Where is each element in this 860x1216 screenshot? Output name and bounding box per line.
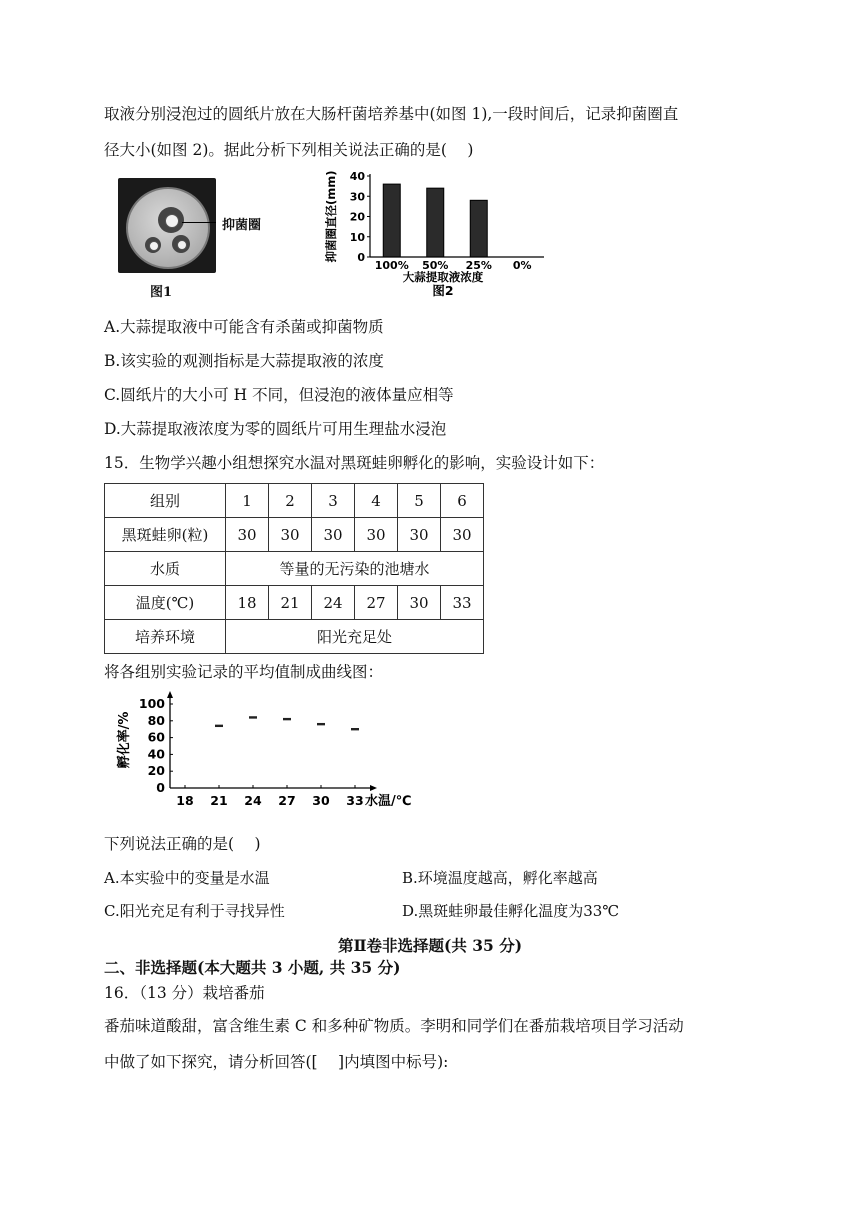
x-axis-label: 水温/℃ xyxy=(365,794,412,809)
y-tick-label: 40 xyxy=(349,170,365,183)
paper-disc xyxy=(177,240,187,250)
y-tick-label: 30 xyxy=(349,190,365,204)
table-row xyxy=(105,552,484,586)
fig2-caption: 图2 xyxy=(432,283,454,298)
x-tick-label: 18 xyxy=(176,793,194,808)
x-tick-label: 24 xyxy=(244,793,262,808)
x-tick-label: 27 xyxy=(278,793,296,808)
y-tick-label: 10 xyxy=(349,230,365,244)
y-tick-label: 20 xyxy=(349,210,365,224)
q14-stem-line2: 径大小(如图 2)。据此分析下列相关说法正确的是( ) xyxy=(104,141,474,159)
x-tick-label: 0% xyxy=(512,259,532,272)
q15-option-d: D.黑斑蛙卵最佳孵化温度为33℃ xyxy=(402,902,620,920)
table-cell: 30 xyxy=(398,518,441,552)
table-cell: 24 xyxy=(312,586,355,620)
figure-2-bar-chart xyxy=(322,168,552,303)
data-point xyxy=(249,716,257,718)
table-cell: 21 xyxy=(269,586,312,620)
table-cell: 4 xyxy=(355,484,398,518)
y-tick-label: 100 xyxy=(138,696,165,711)
q15-option-b: B.环境温度越高，孵化率越高 xyxy=(402,869,598,887)
q14-option-d: D.大蒜提取液浓度为零的圆纸片可用生理盐水浸泡 xyxy=(104,420,447,438)
q15-stem: 15．生物学兴趣小组想探究水温对黑斑蛙卵孵化的影响，实验设计如下： xyxy=(104,454,605,472)
row-label: 温度(℃) xyxy=(105,586,226,620)
table-cell: 5 xyxy=(398,484,441,518)
label-pointer xyxy=(182,222,216,223)
x-tick-label: 33 xyxy=(346,793,364,808)
y-tick-label: 40 xyxy=(147,746,165,762)
bar xyxy=(470,200,487,257)
bar xyxy=(383,184,400,257)
table-cell: 30 xyxy=(398,586,441,620)
table-cell: 30 xyxy=(269,518,312,552)
table-cell: 6 xyxy=(441,484,484,518)
table-merged-cell: 阳光充足处 xyxy=(226,620,484,654)
table-cell: 30 xyxy=(355,518,398,552)
fig1-caption: 图1 xyxy=(150,285,173,300)
q15-question: 下列说法正确的是( ) xyxy=(104,835,261,853)
x-axis-arrow xyxy=(370,785,377,791)
q14-stem-line1: 取液分别浸泡过的圆纸片放在大肠杆菌培养基中(如图 1),一段时间后，记录抑菌圈直 xyxy=(104,105,679,123)
q14-option-c: C.圆纸片的大小可 H 不同，但浸泡的液体量应相等 xyxy=(104,386,454,404)
table-cell: 30 xyxy=(226,518,269,552)
paper-disc xyxy=(165,214,179,228)
data-point xyxy=(317,723,325,725)
y-tick-label: 80 xyxy=(147,712,165,728)
row-label: 黑斑蛙卵(粒) xyxy=(105,518,226,552)
chart-intro: 将各组别实验记录的平均值制成曲线图： xyxy=(104,663,384,681)
x-tick-label: 50% xyxy=(422,259,449,272)
table-cell: 3 xyxy=(312,484,355,518)
table-cell: 27 xyxy=(355,586,398,620)
y-axis-label: 抑菌圈直径(mm) xyxy=(324,170,338,263)
fig1-label: 抑菌圈 xyxy=(222,218,262,233)
bar xyxy=(427,188,444,257)
table-row xyxy=(105,586,484,620)
q15-option-a: A.本实验中的变量是水温 xyxy=(104,869,270,887)
q16-title: 16．（13 分）栽培番茄 xyxy=(104,984,265,1002)
figure-1 xyxy=(104,178,314,303)
table-cell: 1 xyxy=(226,484,269,518)
y-axis-label: 孵化率/% xyxy=(117,711,132,769)
row-label: 水质 xyxy=(105,552,226,586)
hatch-rate-chart xyxy=(112,690,432,815)
y-tick-label: 60 xyxy=(147,729,165,745)
table-cell: 33 xyxy=(441,586,484,620)
y-axis-arrow xyxy=(167,691,173,698)
table-cell: 30 xyxy=(312,518,355,552)
data-point xyxy=(283,718,291,720)
table-row xyxy=(105,518,484,552)
row-label: 组别 xyxy=(105,484,226,518)
table-merged-cell: 等量的无污染的池塘水 xyxy=(226,552,484,586)
data-point xyxy=(215,725,223,727)
q14-option-b: B.该实验的观测指标是大蒜提取液的浓度 xyxy=(104,352,384,370)
table-row xyxy=(105,620,484,654)
petri-dish xyxy=(126,187,210,269)
y-tick-label: 0 xyxy=(156,780,165,795)
y-tick-label: 20 xyxy=(147,763,165,779)
section-heading: 二、非选择题(本大题共 3 小题, 共 35 分) xyxy=(104,958,401,977)
x-tick-label: 100% xyxy=(374,259,409,272)
paper-disc xyxy=(149,241,159,251)
q15-option-c: C.阳光充足有利于寻找异性 xyxy=(104,902,285,920)
part-2-title: 第Ⅱ卷非选择题(共 35 分) xyxy=(337,936,523,955)
table-cell: 30 xyxy=(441,518,484,552)
experiment-table xyxy=(104,483,484,654)
data-point xyxy=(351,728,359,730)
x-tick-label: 30 xyxy=(312,793,330,808)
table-cell: 18 xyxy=(226,586,269,620)
petri-dish-photo xyxy=(118,178,216,273)
y-tick-label: 0 xyxy=(357,251,365,264)
q16-line2: 中做了如下探究，请分析回答([ ]内填图中标号): xyxy=(104,1053,449,1071)
table-cell: 2 xyxy=(269,484,312,518)
table-row xyxy=(105,484,484,518)
q16-line1: 番茄味道酸甜，富含维生素 C 和多种矿物质。李明和同学们在番茄栽培项目学习活动 xyxy=(104,1017,684,1035)
x-tick-label: 21 xyxy=(210,793,228,808)
row-label: 培养环境 xyxy=(105,620,226,654)
x-axis-label: 大蒜提取液浓度 xyxy=(402,270,484,284)
x-tick-label: 25% xyxy=(465,259,492,272)
q14-option-a: A.大蒜提取液中可能含有杀菌或抑菌物质 xyxy=(104,318,384,336)
